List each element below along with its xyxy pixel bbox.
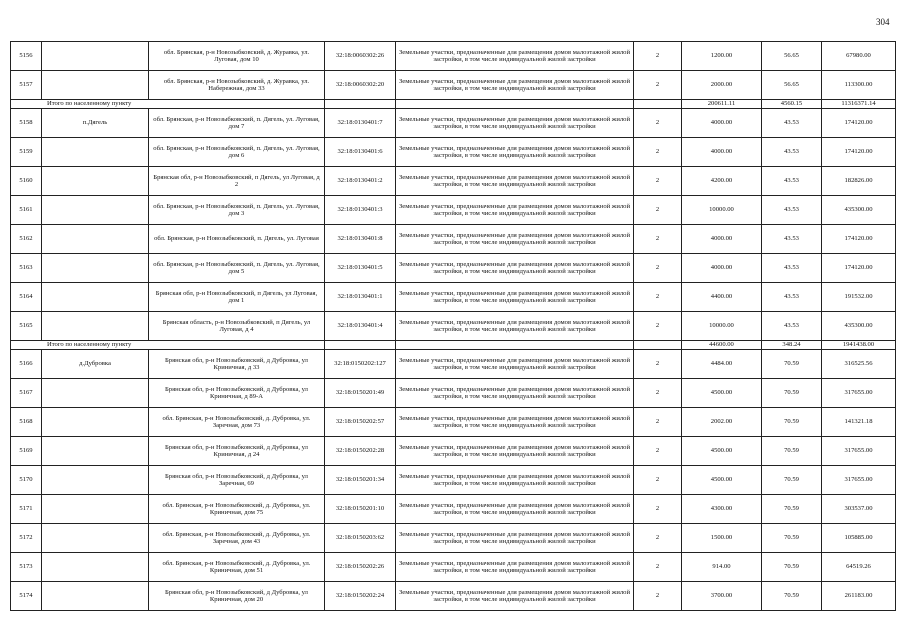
row-number-cell: 5166 xyxy=(11,350,42,379)
settlement-cell xyxy=(42,42,149,71)
table-row xyxy=(11,254,896,283)
area-cell: 10000.00 xyxy=(682,196,762,225)
area-cell: 1200.00 xyxy=(682,42,762,71)
group-cell: 2 xyxy=(634,225,682,254)
cadastral-number-cell: 32:18:0150201:34 xyxy=(325,466,396,495)
group-cell: 2 xyxy=(634,138,682,167)
table-row xyxy=(11,312,896,341)
unit-value-cell: 43.53 xyxy=(762,167,822,196)
land-use-cell: Земельные участки, предназначенные для размещения домов малоэтажной жилой застройки, в том числе индивидуальной жилой застройки xyxy=(396,167,634,196)
cadastral-value-cell: 435300.00 xyxy=(822,196,896,225)
unit-value-cell: 43.53 xyxy=(762,254,822,283)
settlement-cell xyxy=(42,495,149,524)
area-cell: 2002.00 xyxy=(682,408,762,437)
group-cell: 2 xyxy=(634,437,682,466)
total-area-cell: 200611.11 xyxy=(682,100,762,109)
settlement-total-row xyxy=(11,341,896,350)
cadastral-number-cell: 32:18:0150203:62 xyxy=(325,524,396,553)
empty-cell xyxy=(634,100,682,109)
area-cell: 914.00 xyxy=(682,553,762,582)
cadastral-value-cell: 174120.00 xyxy=(822,109,896,138)
group-cell: 2 xyxy=(634,350,682,379)
unit-value-cell: 43.53 xyxy=(762,138,822,167)
page-number: 304 xyxy=(876,17,890,27)
settlement-cell xyxy=(42,437,149,466)
table-row xyxy=(11,196,896,225)
land-use-cell: Земельные участки, предназначенные для размещения домов малоэтажной жилой застройки, в том числе индивидуальной жилой застройки xyxy=(396,466,634,495)
land-use-cell: Земельные участки, предназначенные для размещения домов малоэтажной жилой застройки, в том числе индивидуальной жилой застройки xyxy=(396,379,634,408)
settlement-cell xyxy=(42,312,149,341)
address-cell: Брянская обл, р-н Новозыбковский, д Дубровка, ул Заречная, 69 xyxy=(149,466,325,495)
address-cell: обл. Брянская, р-н Новозыбковский, д. Дубровка, ул. Криничная, дом 51 xyxy=(149,553,325,582)
cadastral-value-cell: 317655.00 xyxy=(822,466,896,495)
cadastral-number-cell: 32:18:0150202:57 xyxy=(325,408,396,437)
cadastral-number-cell: 32:18:0130401:5 xyxy=(325,254,396,283)
land-use-cell: Земельные участки, предназначенные для размещения домов малоэтажной жилой застройки, в том числе индивидуальной жилой застройки xyxy=(396,138,634,167)
row-number-cell: 5159 xyxy=(11,138,42,167)
area-cell: 4484.00 xyxy=(682,350,762,379)
table-row xyxy=(11,553,896,582)
land-use-cell: Земельные участки, предназначенные для размещения домов малоэтажной жилой застройки, в том числе индивидуальной жилой застройки xyxy=(396,350,634,379)
unit-value-cell: 70.59 xyxy=(762,379,822,408)
cadastral-number-cell: 32:18:0130401:1 xyxy=(325,283,396,312)
total-label-cell: Итого по населенному пункту xyxy=(11,341,325,350)
empty-cell xyxy=(396,100,634,109)
cadastral-value-cell: 174120.00 xyxy=(822,254,896,283)
unit-value-cell: 70.59 xyxy=(762,437,822,466)
land-use-cell: Земельные участки, предназначенные для размещения домов малоэтажной жилой застройки, в том числе индивидуальной жилой застройки xyxy=(396,71,634,100)
land-use-cell: Земельные участки, предназначенные для размещения домов малоэтажной жилой застройки, в том числе индивидуальной жилой застройки xyxy=(396,283,634,312)
group-cell: 2 xyxy=(634,167,682,196)
row-number-cell: 5167 xyxy=(11,379,42,408)
cadastral-number-cell: 32:18:0130401:4 xyxy=(325,312,396,341)
settlement-cell xyxy=(42,138,149,167)
settlement-cell xyxy=(42,582,149,611)
land-use-cell: Земельные участки, предназначенные для размещения домов малоэтажной жилой застройки, в том числе индивидуальной жилой застройки xyxy=(396,196,634,225)
settlement-cell xyxy=(42,553,149,582)
land-plot-register-table xyxy=(10,41,896,611)
unit-value-cell: 43.53 xyxy=(762,196,822,225)
unit-value-cell: 70.59 xyxy=(762,495,822,524)
address-cell: обл. Брянская, р-н Новозыбковский, п. Дягель, ул. Луговая, дом 6 xyxy=(149,138,325,167)
cadastral-number-cell: 32:18:0130401:8 xyxy=(325,225,396,254)
cadastral-value-cell: 113300.00 xyxy=(822,71,896,100)
unit-value-cell: 70.59 xyxy=(762,582,822,611)
address-cell: Брянская обл, р-н Новозыбковский, п Дягель, ул Луговая, дом 1 xyxy=(149,283,325,312)
area-cell: 4000.00 xyxy=(682,138,762,167)
cadastral-number-cell: 32:18:0150201:49 xyxy=(325,379,396,408)
land-use-cell: Земельные участки, предназначенные для размещения домов малоэтажной жилой застройки, в том числе индивидуальной жилой застройки xyxy=(396,109,634,138)
unit-value-cell: 43.53 xyxy=(762,109,822,138)
land-use-cell: Земельные участки, предназначенные для размещения домов малоэтажной жилой застройки, в том числе индивидуальной жилой застройки xyxy=(396,408,634,437)
area-cell: 10000.00 xyxy=(682,312,762,341)
land-use-cell: Земельные участки, предназначенные для размещения домов малоэтажной жилой застройки, в том числе индивидуальной жилой застройки xyxy=(396,553,634,582)
cadastral-number-cell: 32:18:0060302:20 xyxy=(325,71,396,100)
area-cell: 4000.00 xyxy=(682,109,762,138)
row-number-cell: 5170 xyxy=(11,466,42,495)
table-row xyxy=(11,524,896,553)
address-cell: обл. Брянская, р-н Новозыбковский, д. Дубровка, ул. Заречная, дом 43 xyxy=(149,524,325,553)
group-cell: 2 xyxy=(634,254,682,283)
address-cell: Брянская обл, р-н Новозыбковский, п Дягель, ул Луговая, д 2 xyxy=(149,167,325,196)
cadastral-value-cell: 64519.26 xyxy=(822,553,896,582)
table-row xyxy=(11,109,896,138)
table-row xyxy=(11,408,896,437)
total-cadastral-value-cell: 11316371.14 xyxy=(822,100,896,109)
unit-value-cell: 56.65 xyxy=(762,42,822,71)
row-number-cell: 5174 xyxy=(11,582,42,611)
total-label-cell: Итого по населенному пункту xyxy=(11,100,325,109)
settlement-cell xyxy=(42,196,149,225)
address-cell: обл. Брянская, р-н Новозыбковский, п. Дягель, ул. Луговая xyxy=(149,225,325,254)
row-number-cell: 5164 xyxy=(11,283,42,312)
address-cell: обл. Брянская, р-н Новозыбковский, п. Дягель, ул. Луговая, дом 7 xyxy=(149,109,325,138)
land-use-cell: Земельные участки, предназначенные для размещения домов малоэтажной жилой застройки, в том числе индивидуальной жилой застройки xyxy=(396,225,634,254)
settlement-cell xyxy=(42,408,149,437)
cadastral-value-cell: 174120.00 xyxy=(822,225,896,254)
address-cell: Брянская обл, р-н Новозыбковский, д Дубровка, ул Криничная, дом 20 xyxy=(149,582,325,611)
row-number-cell: 5160 xyxy=(11,167,42,196)
empty-cell xyxy=(396,341,634,350)
cadastral-number-cell: 32:18:0150202:127 xyxy=(325,350,396,379)
cadastral-value-cell: 435300.00 xyxy=(822,312,896,341)
table-row xyxy=(11,138,896,167)
area-cell: 4000.00 xyxy=(682,225,762,254)
group-cell: 2 xyxy=(634,553,682,582)
area-cell: 4000.00 xyxy=(682,254,762,283)
area-cell: 4500.00 xyxy=(682,379,762,408)
address-cell: Брянская обл, р-н Новозыбковский, д Дубровка, ул Криничная, д 89-А xyxy=(149,379,325,408)
land-use-cell: Земельные участки, предназначенные для размещения домов малоэтажной жилой застройки, в том числе индивидуальной жилой застройки xyxy=(396,437,634,466)
cadastral-value-cell: 317655.00 xyxy=(822,379,896,408)
total-cadastral-value-cell: 1941438.00 xyxy=(822,341,896,350)
land-use-cell: Земельные участки, предназначенные для размещения домов малоэтажной жилой застройки, в том числе индивидуальной жилой застройки xyxy=(396,524,634,553)
unit-value-cell: 43.53 xyxy=(762,312,822,341)
unit-value-cell: 70.59 xyxy=(762,553,822,582)
table-row xyxy=(11,437,896,466)
table-row xyxy=(11,42,896,71)
address-cell: обл. Брянская, р-н Новозыбковский, д. Дубровка, ул. Заречная, дом 73 xyxy=(149,408,325,437)
unit-value-cell: 56.65 xyxy=(762,71,822,100)
cadastral-number-cell: 32:18:0130401:6 xyxy=(325,138,396,167)
settlement-cell xyxy=(42,379,149,408)
unit-value-cell: 43.53 xyxy=(762,283,822,312)
group-cell: 2 xyxy=(634,524,682,553)
row-number-cell: 5157 xyxy=(11,71,42,100)
unit-value-cell: 70.59 xyxy=(762,466,822,495)
cadastral-number-cell: 32:18:0060302:26 xyxy=(325,42,396,71)
row-number-cell: 5169 xyxy=(11,437,42,466)
address-cell: обл. Брянская, р-н Новозыбковский, д. Журавка, ул. Луговая, дом 10 xyxy=(149,42,325,71)
group-cell: 2 xyxy=(634,71,682,100)
area-cell: 4400.00 xyxy=(682,283,762,312)
cadastral-value-cell: 261183.00 xyxy=(822,582,896,611)
settlement-cell xyxy=(42,283,149,312)
empty-cell xyxy=(634,341,682,350)
settlement-cell xyxy=(42,524,149,553)
table-row xyxy=(11,225,896,254)
settlement-cell: п.Дягель xyxy=(42,109,149,138)
cadastral-value-cell: 316525.56 xyxy=(822,350,896,379)
address-cell: Брянская обл, р-н Новозыбковский, д Дубровка, ул Криничная, д 24 xyxy=(149,437,325,466)
address-cell: обл. Брянская, р-н Новозыбковский, п. Дягель, ул. Луговая, дом 5 xyxy=(149,254,325,283)
total-unit-value-cell: 348.24 xyxy=(762,341,822,350)
area-cell: 2000.00 xyxy=(682,71,762,100)
empty-cell xyxy=(325,341,396,350)
row-number-cell: 5161 xyxy=(11,196,42,225)
group-cell: 2 xyxy=(634,196,682,225)
unit-value-cell: 70.59 xyxy=(762,350,822,379)
address-cell: Брянская обл, р-н Новозыбковский, д Дубровка, ул Криничная, д 33 xyxy=(149,350,325,379)
table-row xyxy=(11,350,896,379)
cadastral-number-cell: 32:18:0150202:24 xyxy=(325,582,396,611)
cadastral-number-cell: 32:18:0130401:2 xyxy=(325,167,396,196)
row-number-cell: 5165 xyxy=(11,312,42,341)
land-use-cell: Земельные участки, предназначенные для размещения домов малоэтажной жилой застройки, в том числе индивидуальной жилой застройки xyxy=(396,582,634,611)
group-cell: 2 xyxy=(634,495,682,524)
group-cell: 2 xyxy=(634,312,682,341)
group-cell: 2 xyxy=(634,109,682,138)
table-row xyxy=(11,167,896,196)
unit-value-cell: 43.53 xyxy=(762,225,822,254)
table-row xyxy=(11,466,896,495)
settlement-cell xyxy=(42,71,149,100)
cadastral-number-cell: 32:18:0150201:10 xyxy=(325,495,396,524)
table-row xyxy=(11,379,896,408)
cadastral-value-cell: 141321.18 xyxy=(822,408,896,437)
cadastral-number-cell: 32:18:0150202:26 xyxy=(325,553,396,582)
settlement-cell xyxy=(42,254,149,283)
land-use-cell: Земельные участки, предназначенные для размещения домов малоэтажной жилой застройки, в том числе индивидуальной жилой застройки xyxy=(396,42,634,71)
area-cell: 4300.00 xyxy=(682,495,762,524)
land-use-cell: Земельные участки, предназначенные для размещения домов малоэтажной жилой застройки, в том числе индивидуальной жилой застройки xyxy=(396,495,634,524)
total-unit-value-cell: 4560.15 xyxy=(762,100,822,109)
area-cell: 1500.00 xyxy=(682,524,762,553)
cadastral-number-cell: 32:18:0130401:7 xyxy=(325,109,396,138)
area-cell: 4500.00 xyxy=(682,466,762,495)
cadastral-value-cell: 317655.00 xyxy=(822,437,896,466)
address-cell: обл. Брянская, р-н Новозыбковский, д. Дубровка, ул. Криничная, дом 75 xyxy=(149,495,325,524)
row-number-cell: 5158 xyxy=(11,109,42,138)
area-cell: 4200.00 xyxy=(682,167,762,196)
row-number-cell: 5173 xyxy=(11,553,42,582)
cadastral-number-cell: 32:18:0130401:3 xyxy=(325,196,396,225)
area-cell: 4500.00 xyxy=(682,437,762,466)
address-cell: Брянская область, р-н Новозыбковский, п Дягель, ул Луговая, д 4 xyxy=(149,312,325,341)
cadastral-value-cell: 105885.00 xyxy=(822,524,896,553)
cadastral-value-cell: 191532.00 xyxy=(822,283,896,312)
settlement-cell xyxy=(42,225,149,254)
land-use-cell: Земельные участки, предназначенные для размещения домов малоэтажной жилой застройки, в том числе индивидуальной жилой застройки xyxy=(396,312,634,341)
settlement-cell xyxy=(42,167,149,196)
row-number-cell: 5162 xyxy=(11,225,42,254)
land-use-cell: Земельные участки, предназначенные для размещения домов малоэтажной жилой застройки, в том числе индивидуальной жилой застройки xyxy=(396,254,634,283)
group-cell: 2 xyxy=(634,466,682,495)
row-number-cell: 5156 xyxy=(11,42,42,71)
unit-value-cell: 70.59 xyxy=(762,524,822,553)
cadastral-value-cell: 67980.00 xyxy=(822,42,896,71)
group-cell: 2 xyxy=(634,42,682,71)
row-number-cell: 5171 xyxy=(11,495,42,524)
table-row xyxy=(11,283,896,312)
table-row xyxy=(11,582,896,611)
empty-cell xyxy=(325,100,396,109)
cadastral-value-cell: 303537.00 xyxy=(822,495,896,524)
cadastral-value-cell: 182826.00 xyxy=(822,167,896,196)
row-number-cell: 5168 xyxy=(11,408,42,437)
settlement-cell: д.Дубровка xyxy=(42,350,149,379)
cadastral-number-cell: 32:18:0150202:28 xyxy=(325,437,396,466)
row-number-cell: 5172 xyxy=(11,524,42,553)
cadastral-value-cell: 174120.00 xyxy=(822,138,896,167)
row-number-cell: 5163 xyxy=(11,254,42,283)
table-row xyxy=(11,71,896,100)
group-cell: 2 xyxy=(634,379,682,408)
unit-value-cell: 70.59 xyxy=(762,408,822,437)
group-cell: 2 xyxy=(634,408,682,437)
group-cell: 2 xyxy=(634,582,682,611)
register-body xyxy=(11,42,896,611)
table-row xyxy=(11,495,896,524)
settlement-cell xyxy=(42,466,149,495)
settlement-total-row xyxy=(11,100,896,109)
address-cell: обл. Брянская, р-н Новозыбковский, п. Дягель, ул. Луговая, дом 3 xyxy=(149,196,325,225)
area-cell: 3700.00 xyxy=(682,582,762,611)
address-cell: обл. Брянская, р-н Новозыбковский, д. Журавка, ул. Набережная, дом 33 xyxy=(149,71,325,100)
group-cell: 2 xyxy=(634,283,682,312)
total-area-cell: 44600.00 xyxy=(682,341,762,350)
